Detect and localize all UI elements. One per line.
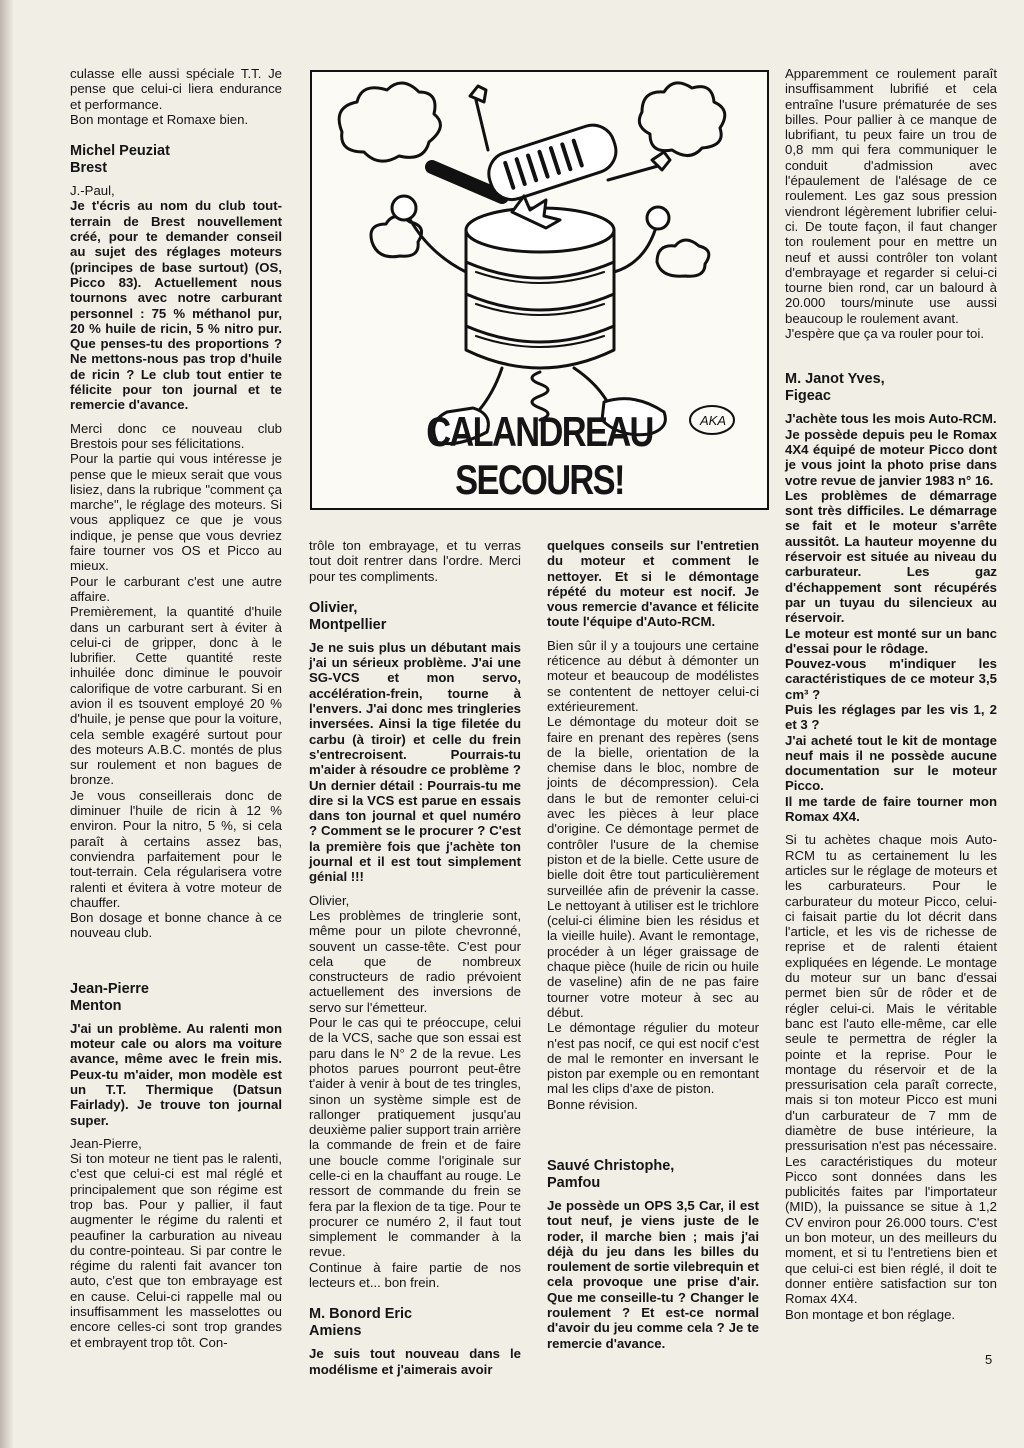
continuation-paragraph: Apparemment ce roulement paraît insuffisamment lubrifié et cela entraîne l'usure prématurée de ses billes. Pour pallier à ce manque de lubrifiant, tu peux faire un trou de 0,8 mm qui fera communiquer le conduit d'admission avec l'épaulement de l'alésage de ce roulement. Les gaz sous pression viendront légèrement lubrifier celui-ci. De toute façon, il faut changer ton roulement pour en mettre un neuf et aussi contrôler ton volant d'embrayage et regarder si celui-ci tourne bien rond, car un balourd à 20.000 tours/minute use aussi beaucoup le roulement avant. xyxy=(785,66,997,326)
reader-question: Je possède un OPS 3,5 Car, il est tout neuf, je viens juste de le roder, il marche bien ; mais j'ai déjà du jeu dans les billes du roulement de sortie vilebrequin et cela provoque une prise d'air. Que me conseille-tu ? Changer le roulement ? Et est-ce normal d'avoir du jeu comme cela ? Je te remercie d'avance. xyxy=(547,1197,759,1351)
cartoon-title: CALANDREAU SECOURS! xyxy=(426,408,653,503)
reader-question: J'achète tous les mois Auto-RCM. xyxy=(785,411,997,427)
column-4 xyxy=(785,66,997,1322)
letter-heading xyxy=(785,371,997,405)
page-number: 5 xyxy=(985,1352,993,1367)
smoke-cloud-left xyxy=(339,83,440,161)
answer-paragraph: Pour le cas qui te préoccupe, celui de la VCS, sache que son essai est paru dans le N° 2 de la revue. Les photos parues pourront peut-être t'aider à venir à bout de tes tringles, sinon un système simple est de rallonger pratiquement jusqu'au deuxième palier support train arrière la commande de frein et de faire une boucle comme l'originale sur celle-ci en la chauffant au rouge. Le ressort de commande du frein se fera par la flexion de ta tige. Pour te procurer ce numéro 2, il faut tout simplement le commander à la revue. xyxy=(309,1015,521,1260)
answer-paragraph: Continue à faire partie de nos lecteurs et... bon frein. xyxy=(309,1259,521,1291)
letter-heading xyxy=(309,600,521,634)
answer-paragraph: Bon dosage et bonne chance à ce nouveau club. xyxy=(70,910,282,941)
letter-heading xyxy=(309,1306,521,1340)
bolt-right xyxy=(608,152,670,180)
reader-question: Le moteur est monté sur un banc d'essai pour le rôdage. xyxy=(785,625,997,656)
letter-name: Michel Peuziat xyxy=(70,143,170,160)
letter-name: Sauvé Christophe, xyxy=(547,1157,675,1174)
salutation: J.-Paul, xyxy=(70,183,115,199)
column-2 xyxy=(309,538,521,1385)
answer-paragraph: Pour la partie qui vous intéresse je pense que le mieux serait que vous lisiez, dans la rubrique "comment ça marche", le réglage des moteurs. Si vous appliquez ce que je vous indique, je pense que vous devriez faire tourner vos OS et Picco au mieux. xyxy=(70,451,282,574)
answer-paragraph: Le démontage du moteur doit se faire en prenant des repères (sens de la bielle, orientation de la chemise dans le bloc, nombre de joints de décompression). Cela dans le but de remonter celui-ci avec les pièces à leur place d'origine. Ce démontage permet de contrôler l'usure de la chemise piston et de la bielle. Cette usure de bielle doit être tout particulièrement surveillée afin de prévenir la casse. Le nettoyant à utiliser est le trichlore (celui-ci élimine bien les résidus et la vieille huile). Avant le remontage, procéder à un léger graissage de chaque pièce (huile de ricin ou huile de vaseline) afin de ne pas faire tourner votre moteur à sec au début. xyxy=(547,714,759,1020)
reader-question: Je t'écris au nom du club tout-terrain de Brest nouvellement créé, pour te demander conseil au sujet des réglages moteurs (principes de base surtout) (OS, Picco 83). Actuellement nous tournons avec notre carburant personnel : 75 % méthanol pur, 20 % huile de ricin, 5 % nitro pur. Que penses-tu des proportions ? Ne mettons-nous pas trop d'huile de ricin ? Le club tout entier te félicite pour ton journal et te remercie d'avance. xyxy=(70,198,282,413)
letter-city: Menton xyxy=(70,997,122,1014)
letter-name: M. Bonord Eric xyxy=(309,1306,413,1323)
letter-city: Pamfou xyxy=(547,1174,601,1191)
intro-paragraph: culasse elle aussi spéciale T.T. Je pense que celui-ci liera endurance et performance. xyxy=(70,66,282,112)
letter-city: Amiens xyxy=(309,1323,362,1340)
letter-city: Figeac xyxy=(785,388,831,405)
left-arm xyxy=(406,212,466,272)
reader-question: Puis les réglages par les vis 1, 2 et 3 ? xyxy=(785,701,997,733)
answer-paragraph: Les problèmes de tringlerie sont, même pour un pilote chevronné, souvent un casse-tête. C'est pour cela que de nombreux constructeurs de radio prévoient actuellement des inversions de servo sur l'émetteur. xyxy=(309,907,521,1015)
answer-paragraph: Premièrement, la quantité d'huile dans un carburant sert à éviter à celui-ci de gripper, donc à le lubrifier. Cette quantité reste inhuilée donc diminue le pouvoir calorifique de votre carburant. Si en avion il es tsouvent employé 20 % d'huile, je pense que pour la voiture, cela semble exagéré surtout pour des moteurs A.B.C. montés de plus sur roulement et non bagues de bronze. xyxy=(70,604,282,788)
cartoon-drawing xyxy=(312,72,767,452)
reader-question: Les problèmes de démarrage sont très difficiles. Le démarrage se fait et le moteur s'arrête aussitôt. La hauteur moyenne du réservoir est située au niveau du carburateur. Les gaz d'échappement sont récupérés par un tuyau du silencieux au réservoir. xyxy=(785,487,997,626)
salutation: Jean-Pierre, xyxy=(70,1135,142,1151)
answer-paragraph: Le démontage régulier du moteur n'est pas nocif, ce qui est nocif c'est de mal le remonter en inversant le piston par exemple ou en remontant mal les clips d'axe de piston. xyxy=(547,1020,759,1097)
reader-question: Je possède depuis peu le Romax 4X4 équipé de moteur Picco dont je vous joint la photo prise dans votre revue de janvier 1983 n° 16. xyxy=(785,426,997,488)
column-3 xyxy=(547,538,759,1359)
continuation-paragraph: J'espère que ça va rouler pour toi. xyxy=(785,326,984,342)
reader-question: Je ne suis plus un débutant mais j'ai un sérieux problème. J'ai une SG-VCS et mon servo, accélération-frein, tourne à l'envers. J'ai donc mes tringleries inversées. Ainsi la tige filetée du carbu (à tiroir) et celle du frein s'entrecroisent. Pourrais-tu m'aider à résoudre ce problème ? Un dernier détail : Pourrais-tu me dire si la VCS est parue en essais dans ton journal et quel numéro ? Comment se le procurer ? C'est la première fois que j'achète ton journal et il est tout simplement génial !!! xyxy=(309,639,521,885)
answer-paragraph: Bien sûr il y a toujours une certaine réticence au début à démonter un moteur et beaucoup de modélistes se contentent de nettoyer celui-ci extérieurement. xyxy=(547,637,759,714)
answer-paragraph: Bonne révision. xyxy=(547,1096,638,1112)
reader-question: Il me tarde de faire tourner mon Romax 4X4. xyxy=(785,793,997,825)
sign-off: Bon montage et Romaxe bien. xyxy=(70,111,249,127)
smoke-cloud-right xyxy=(639,83,724,156)
answer-paragraph: Je vous conseillerais donc de diminuer l'huile de ricin à 12 % environ. Pour la nitro, 5 %, si cela paraît à certains assez bas, conviendra parfaitement pour le tout-terrain. Cela régularisera votre ralenti et évitera à votre moteur de chauffer. xyxy=(70,787,282,910)
letter-city: Montpellier xyxy=(309,616,387,633)
answer-paragraph: Merci donc ce nouveau club Brestois pour ses félicitations. xyxy=(70,420,282,451)
answer-paragraph: Pour le carburant c'est une autre affaire. xyxy=(70,573,282,604)
salutation: Olivier, xyxy=(309,892,350,908)
reader-question: Je suis tout nouveau dans le modélisme et j'aimerais avoir xyxy=(309,1346,521,1377)
reader-question: quelques conseils sur l'entretien du moteur et comment le nettoyer. Et si le démontage répété du moteur est nocif. Je vous remercie d'avance et félicite toute l'équipe d'Auto-RCM. xyxy=(547,538,759,630)
smoke-cloud-bottom-right xyxy=(657,240,709,276)
letter-heading xyxy=(547,1158,759,1192)
letter-heading xyxy=(70,143,282,177)
reader-question: J'ai un problème. Au ralenti mon moteur cale ou alors ma voiture avance, même avec le frein mis. Peux-tu m'aider, mon modèle est un T.T. Thermique (Datsun Fairlady). Je trouve ton journal super. xyxy=(70,1020,282,1128)
letter-heading xyxy=(70,981,282,1015)
answer-paragraph: Si ton moteur ne tient pas le ralenti, c'est que celui-ci est mal réglé et principalement que son régime est trop bas. Pour y pallier, il faut augmenter le régime du ralenti et peaufiner la carburation au niveau du contre-pointeau. Si par contre le régime du ralenti fait avancer ton auto, c'est que ton embrayage est en cause. Celui-ci rappelle mal ou insuffisamment les masselottes ou encore celles-ci sont trop grandes et embrayent trop tôt. Con- xyxy=(70,1151,282,1350)
reader-question: Pouvez-vous m'indiquer les caractéristiques de ce moteur 3,5 cm³ ? xyxy=(785,656,997,702)
cartoon-signature: AKA xyxy=(700,413,727,428)
answer-paragraph: Bon montage et bon réglage. xyxy=(785,1306,956,1322)
cartoon-panel xyxy=(310,70,769,510)
continuation-paragraph: trôle ton embrayage, et tu verras tout doit rentrer dans l'ordre. Merci pour tes compliments. xyxy=(309,538,521,584)
letter-name: Olivier, xyxy=(309,599,358,616)
letter-name: M. Janot Yves, xyxy=(785,371,885,388)
answer-paragraph: Si tu achètes chaque mois Auto-RCM tu as certainement lu les articles sur le réglage de moteurs et les carburateurs. Pour le carburateur du moteur Picco, celui-ci faisait partie du lot décrit dans l'article, et les vis de richesse de reprise et de ralenti étaient expliquées en légende. Le montage du moteur sur un banc d'essai permet bien sûr de rôder et de régler celui-ci. Mais le véritable banc est l'auto elle-même, car elle seule te permettra de régler la pointe et la reprise. Pour le montage du réservoir et de la pressurisation cela paraît correcte, mais si ton moteur Picco est muni d'un carburateur de 7 mm de diamètre de buse intérieure, la pressurisation n'est pas nécessaire. Les caractéristiques du moteur Picco sont données dans les publicités faites par l'importateur (MID), la puissance se situe à 1,2 CV environ pour 26.000 tours. C'est un bon moteur, un des meilleurs du moment, et si tu l'entretiens bien et que celui-ci est bien réglé, il doit te donner entière satisfaction sur ton Romax 4X4. xyxy=(785,832,997,1307)
page-edge-shadow xyxy=(0,0,14,1448)
letter-name: Jean-Pierre xyxy=(70,980,149,997)
column-1 xyxy=(70,66,282,1350)
reader-question: J'ai acheté tout le kit de montage neuf mais il ne possède aucune documentation sur le moteur Picco. xyxy=(785,732,997,794)
bolt-left xyxy=(470,86,488,150)
smoke-cloud-small xyxy=(371,216,422,256)
letter-city: Brest xyxy=(70,160,108,177)
